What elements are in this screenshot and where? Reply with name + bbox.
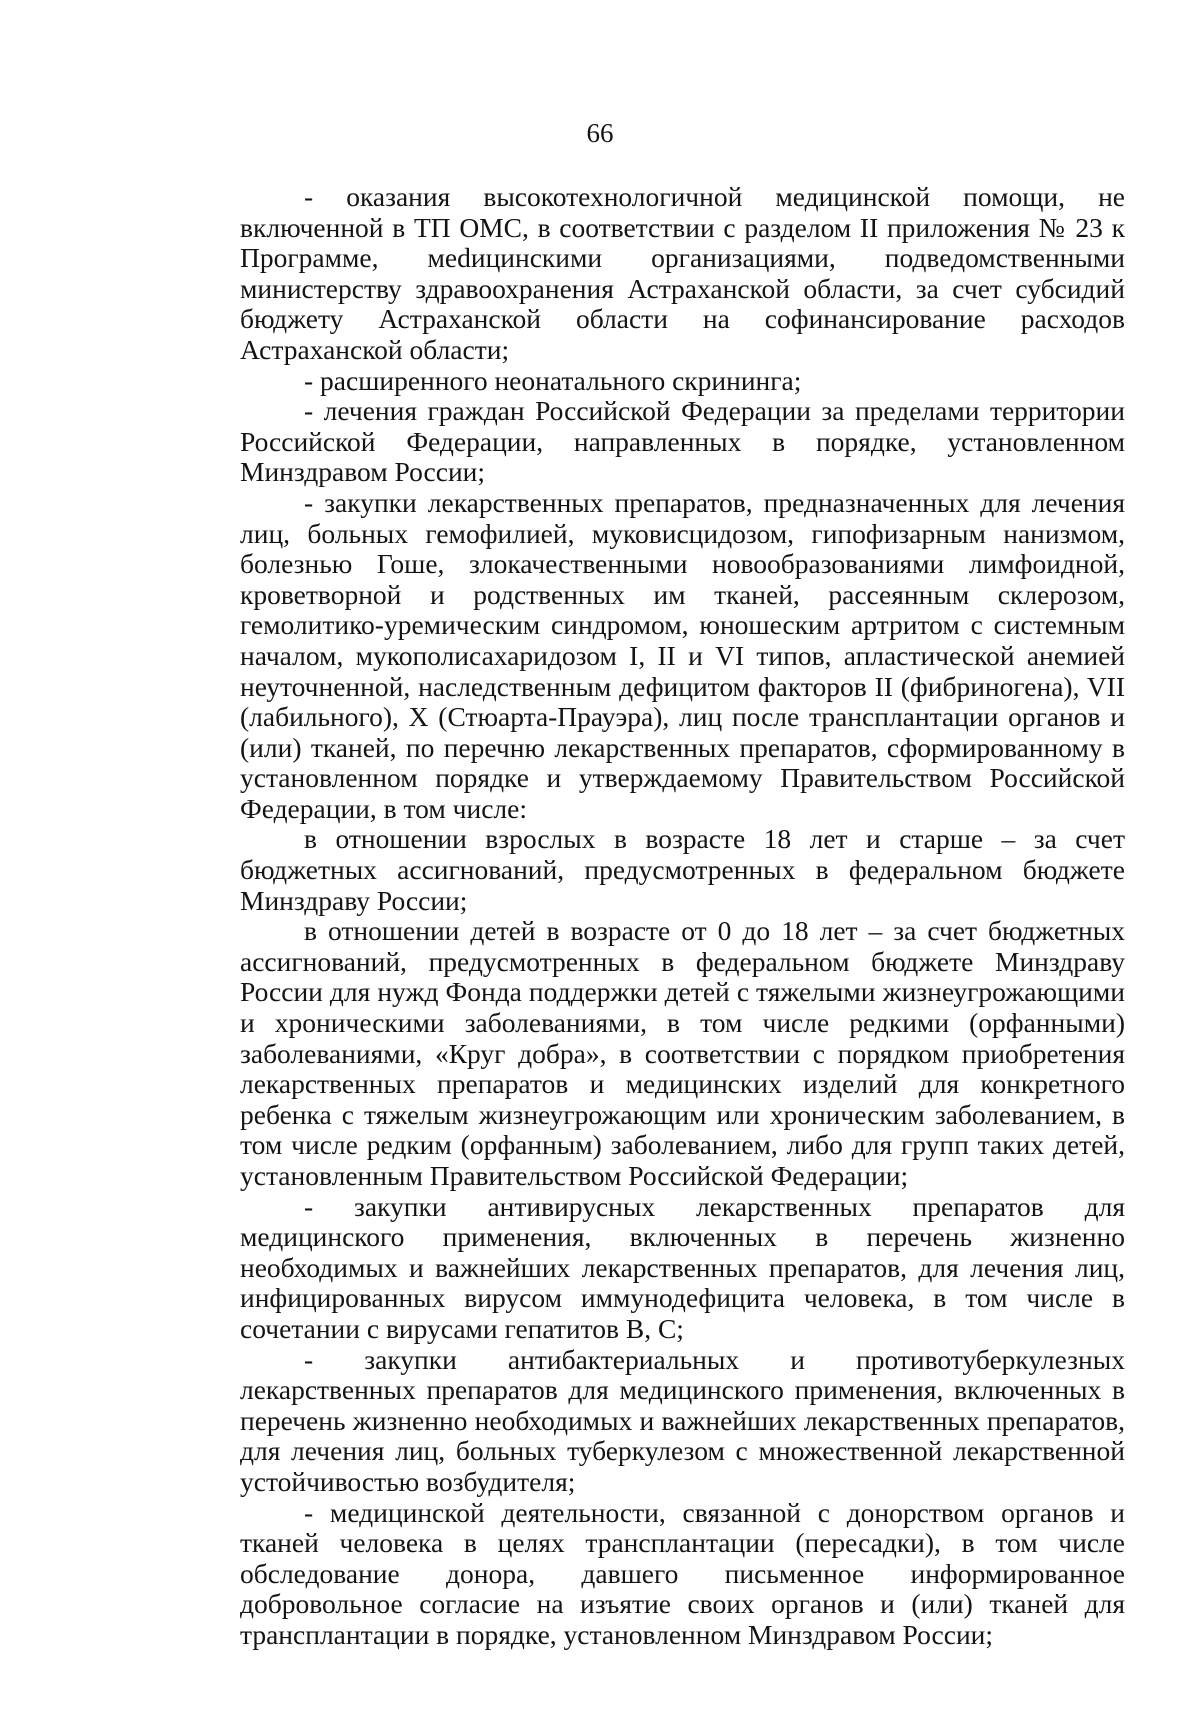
document-body [240, 182, 1125, 1651]
paragraph-drug-purchases: - закупки лекарственных препаратов, предназначенных для лечения лиц, больных гемофилией, муковисцидозом, гипофизарным нанизмом, болезнью Гоше, злокачественными новообразованиями лимфоидной, кроветворной и родственных им тканей, рассеянным склерозом, гемолитико-уремическим синдромом, юношеским артритом с системным началом, мукополисахаридозом I, II и VI типов, апластической анемией неуточненной, наследственным дефицитом факторов II (фибриногена), VII (лабильного), X (Стюарта-Прауэра), лиц после трансплантации органов и (или) тканей, по перечню лекарственных препаратов, сформированному в установленном порядке и утверждаемому Правительством Российской Федерации, в том числе: [240, 486, 1125, 824]
paragraph-neonatal-screening: - расширенного неонатального скрининга; [304, 364, 802, 396]
paragraph-tuberculosis-drugs: - закупки антибактериальных и противотуберкулезных лекарственных препаратов для медицинского применения, включенных в перечень жизненно необходимых и важнейших лекарственных препаратов, для лечения лиц, больных туберкулезом с множественной лекарственной устойчивостью возбудителя; [240, 1343, 1125, 1497]
paragraph-adults: в отношении взрослых в возрасте 18 лет и старше – за счет бюджетных ассигнований, предусмотренных в федеральном бюджете Минздраву России; [240, 823, 1125, 916]
page-number: 66 [586, 118, 614, 148]
paragraph-high-tech-care: - оказания высокотехнологичной медицинской помощи, не включенной в ТП ОМС, в соответствии с разделом II приложения № 23 к Программе, меdицинскими организациями, подведомственными министерству здравоохранения Астраханской области, за счет субсидий бюджету Астраханской области на софинансирование расходов Астраханской области; [240, 181, 1125, 365]
paragraph-organ-donation: - медицинской деятельности, связанной с донорством органов и тканей человека в целях трансплантации (пересадки), в том числе обследование донора, давшего письменное информированное добровольное согласие на изъятие своих органов и (или) тканей для трансплантации в порядке, установленном Минздравом России; [240, 1496, 1125, 1650]
paragraph-children: в отношении детей в возрасте от 0 до 18 лет – за счет бюджетных ассигнований, предусмотренных в федеральном бюджете Минздраву России для нужд Фонда поддержки детей с тяжелыми жизнеугрожающими и хроническими заболеваниями, в том числе редкими (орфанными) заболеваниями, «Круг добра», в соответствии с порядком приобретения лекарственных препаратов и медицинских изделий для конкретного ребенка с тяжелым жизнеугрожающим или хроническим заболеванием, в том числе редким (орфанным) заболеванием, либо для групп таких детей, установленным Правительством Российской Федерации; [240, 915, 1125, 1191]
paragraph-antiviral-drugs: - закупки антивирусных лекарственных препаратов для медицинского применения, включенных в перечень жизненно необходимых и важнейших лекарственных препаратов, для лечения лиц, инфицированных вирусом иммунодефицита человека, в том числе в сочетании с вирусами гепатитов B, C; [240, 1190, 1125, 1344]
paragraph-treatment-abroad: - лечения граждан Российской Федерации за пределами территории Российской Федерации, направленных в порядке, установленном Минздравом России; [240, 395, 1125, 488]
